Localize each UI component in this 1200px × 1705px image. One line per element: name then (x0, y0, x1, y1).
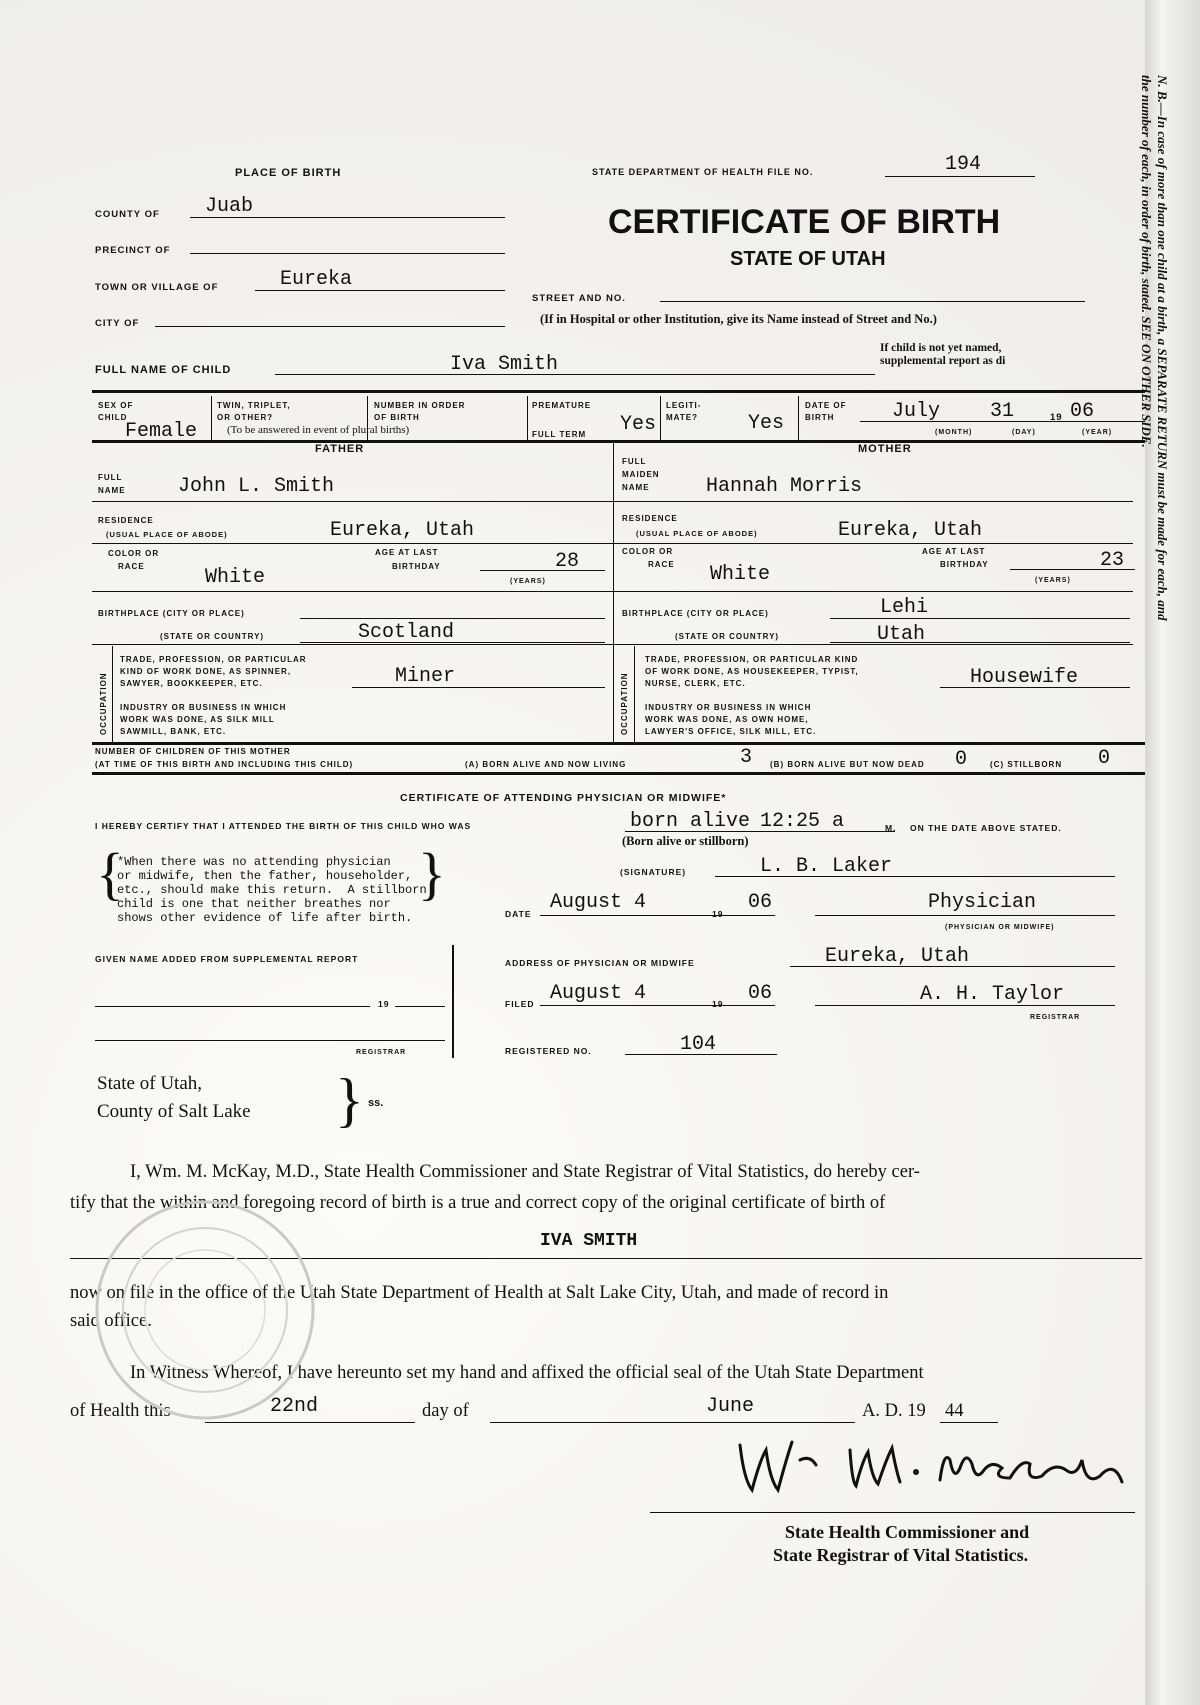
file-no-label: STATE DEPARTMENT OF HEALTH FILE NO. (592, 167, 814, 177)
children-b-value: 0 (955, 748, 968, 771)
father-trade-label (120, 654, 307, 690)
divider (527, 396, 528, 440)
supplemental-box-edge (452, 945, 454, 1058)
witness-day-of: day of (422, 1401, 469, 1421)
registered-line (625, 1054, 777, 1055)
father-age-line (480, 570, 605, 571)
father-age-value: 28 (555, 550, 580, 573)
mother-name-label-3: NAME (622, 483, 650, 492)
dob-month: July (892, 400, 941, 423)
mother-age-label-2: BIRTHDAY (940, 560, 989, 569)
divider (660, 396, 661, 440)
legit-label-2: MATE? (666, 413, 698, 422)
year-caption: (YEAR) (1082, 429, 1113, 436)
section-rule-children (92, 742, 1152, 745)
town-label: TOWN OR VILLAGE OF (95, 282, 219, 293)
mother-birthplace-rule (613, 644, 1133, 645)
mother-birthplace-label: BIRTHPLACE (CITY OR PLACE) (622, 609, 769, 618)
certificate-title: CERTIFICATE OF BIRTH (608, 203, 1001, 241)
physician-address-value: Eureka, Utah (825, 945, 970, 968)
father-name-label-1: FULL (98, 473, 123, 482)
mother-color-rule (613, 591, 1133, 592)
county-label: COUNTY OF (95, 209, 160, 220)
physician-signature-value: L. B. Laker (760, 855, 893, 878)
county-line (190, 217, 505, 218)
witness-ad: A. D. 19 (862, 1401, 926, 1421)
physician-born-line (625, 831, 895, 832)
physician-certify-label: I HEREBY CERTIFY THAT I ATTENDED THE BIRTH OF THIS CHILD WHO WAS (95, 821, 472, 831)
of-health-this: of Health this (70, 1401, 171, 1421)
mother-color-label-1: COLOR OR (622, 547, 674, 556)
mother-heading: MOTHER (858, 443, 912, 455)
mother-trade-line (940, 687, 1130, 688)
supplemental-label: GIVEN NAME ADDED FROM SUPPLEMENTAL REPORT (95, 954, 359, 964)
mother-name-label-1: FULL (622, 457, 647, 466)
father-residence-value: Eureka, Utah (330, 519, 475, 542)
children-b-label: (B) BORN ALIVE BUT NOW DEAD (770, 760, 925, 769)
file-paragraph-line-2: said office. (70, 1311, 152, 1331)
father-residence-rule (92, 543, 613, 544)
divider (211, 396, 212, 440)
father-birthplace-line (300, 618, 605, 619)
venue-ss: ss. (368, 1097, 384, 1109)
father-residence-label-1: RESIDENCE (98, 516, 154, 525)
born-caption: (Born alive or stillborn) (622, 834, 749, 848)
witness-month: June (706, 1395, 755, 1418)
child-name-label: FULL NAME OF CHILD (95, 364, 232, 376)
section-rule-parents (92, 440, 1152, 443)
father-age-label-2: BIRTHDAY (392, 562, 441, 571)
physician-footnote: *When there was no attending physician or midwife, then the father, householder, etc., should make this return. A stillborn child is one that neither breathes nor shows other evidence of life after birth. (117, 855, 427, 925)
certify-paragraph-line-2: tify that the within and foregoing record of birth is a true and correct copy of the original certificate of birth of (70, 1193, 886, 1213)
father-industry-label-1: INDUSTRY OR BUSINESS IN WHICH (120, 703, 287, 712)
father-residence-label-2: (USUAL PLACE OF ABODE) (106, 530, 228, 539)
state-subtitle: STATE OF UTAH (730, 248, 886, 270)
signature-line (715, 876, 1115, 877)
town-line (255, 290, 505, 291)
supplemental-line (95, 1006, 370, 1007)
mother-residence-rule (613, 543, 1133, 544)
mother-industry-label-2: WORK WAS DONE, AS OWN HOME, (645, 715, 809, 724)
mother-state-label: (STATE OR COUNTRY) (675, 632, 780, 641)
father-trade-value: Miner (395, 665, 456, 688)
father-occupation-label: OCCUPATION (99, 672, 108, 735)
venue-county: County of Salt Lake (97, 1101, 251, 1122)
father-birth-state: Scotland (358, 621, 455, 644)
registrar-line (815, 1005, 1115, 1006)
father-years-caption: (YEARS) (510, 578, 546, 585)
side-note-line-1: N. B.—In case of more than one child at a birth, a SEPARATE RETURN must be made for each, and (1155, 75, 1170, 621)
mother-industry-label-1: INDUSTRY OR BUSINESS IN WHICH (645, 703, 812, 712)
signature-label: (SIGNATURE) (620, 867, 687, 877)
premature-label: PREMATURE (532, 401, 592, 410)
town-value: Eureka (280, 268, 353, 291)
divider (798, 396, 799, 440)
sex-value: Female (125, 420, 198, 443)
father-industry-label-3: SAWMILL, BANK, ETC. (120, 727, 227, 736)
children-c-value: 0 (1098, 747, 1111, 770)
physician-title-line (815, 915, 1115, 916)
section-rule-physician (92, 772, 1152, 775)
venue-state: State of Utah, (97, 1073, 203, 1094)
father-birthplace-rule (92, 644, 613, 645)
physician-title-caption: (PHYSICIAN OR MIDWIFE) (945, 924, 1055, 931)
precinct-line (190, 253, 505, 254)
physician-heading: CERTIFICATE OF ATTENDING PHYSICIAN OR MIDWIFE* (400, 792, 727, 804)
mother-birth-city: Lehi (880, 596, 929, 619)
father-state-line (300, 642, 605, 643)
divider (634, 646, 635, 742)
commissioner-title-1: State Health Commissioner and (785, 1522, 1030, 1542)
dob-label-2: BIRTH (805, 413, 835, 422)
children-a-label: (A) BORN ALIVE AND NOW LIVING (465, 760, 627, 769)
physician-born-value: born alive (630, 810, 751, 833)
physician-date-value: August 4 (550, 891, 647, 914)
dob-year-prefix: 19 (1050, 412, 1063, 423)
venue-brace: } (335, 1067, 364, 1133)
note-right-brace: } (418, 841, 446, 906)
mother-occupation-label: OCCUPATION (620, 672, 629, 735)
filed-value: August 4 (550, 982, 647, 1005)
file-paragraph-line-1: now on file in the office of the Utah State Department of Health at Salt Lake City, Utah, and made of record in (70, 1283, 889, 1303)
father-trade-label-2: KIND OF WORK DONE, AS SPINNER, (120, 667, 292, 676)
filed-year: 06 (748, 982, 773, 1005)
mother-trade-label-3: NURSE, CLERK, ETC. (645, 679, 746, 688)
child-name-line (275, 374, 875, 375)
commissioner-signature (730, 1420, 1150, 1510)
father-trade-label-3: SAWYER, BOOKKEEPER, ETC. (120, 679, 263, 688)
physician-address-line (790, 966, 1115, 967)
supplemental-note (880, 342, 1005, 368)
mother-trade-label-1: TRADE, PROFESSION, OR PARTICULAR KIND (645, 655, 859, 664)
mother-industry-label (645, 702, 816, 738)
divider (367, 396, 368, 440)
father-name-rule (92, 501, 613, 502)
commissioner-title-2: State Registrar of Vital Statistics. (773, 1545, 1029, 1565)
father-name-label-2: NAME (98, 486, 126, 495)
mother-residence-label-1: RESIDENCE (622, 514, 678, 523)
registered-label: REGISTERED NO. (505, 1046, 592, 1056)
certified-child-name: IVA SMITH (540, 1231, 638, 1251)
registrar-caption: REGISTRAR (1030, 1014, 1081, 1021)
mother-age-value: 23 (1100, 549, 1125, 572)
father-heading: FATHER (315, 443, 365, 455)
supp-note-line-2: supplemental report as di (880, 355, 1006, 367)
supplemental-registrar-line (95, 1040, 445, 1041)
father-trade-line (352, 687, 605, 688)
mother-residence-value: Eureka, Utah (838, 519, 983, 542)
filed-line (540, 1005, 775, 1006)
mother-trade-label-2: OF WORK DONE, AS HOUSEKEEPER, TYPIST, (645, 667, 859, 676)
physician-time-value: 12:25 a (760, 810, 845, 833)
section-rule-top (92, 390, 1152, 393)
physician-m-suffix: M. (885, 823, 897, 833)
mother-residence-label-2: (USUAL PLACE OF ABODE) (636, 529, 758, 538)
children-label-1: NUMBER OF CHILDREN OF THIS MOTHER (95, 747, 291, 756)
month-caption: (MONTH) (935, 429, 973, 436)
mother-name-rule (613, 501, 1133, 502)
file-no-line (885, 176, 1035, 177)
mother-state-line (830, 642, 1130, 643)
mother-age-label-1: AGE AT LAST (922, 547, 986, 556)
witness-paragraph: In Witness Whereof, I have hereunto set my hand and affixed the official seal of the Utah State Department (130, 1363, 924, 1383)
father-birthplace-label: BIRTHPLACE (CITY OR PLACE) (98, 609, 245, 618)
children-a-value: 3 (740, 746, 753, 769)
twin-label-1: TWIN, TRIPLET, (217, 401, 291, 410)
place-of-birth-heading: PLACE OF BIRTH (235, 167, 342, 179)
city-label: CITY OF (95, 318, 140, 329)
physician-date-line (540, 915, 775, 916)
day-caption: (DAY) (1012, 429, 1036, 436)
twin-label-2: OR OTHER? (217, 413, 274, 422)
order-label-1: NUMBER IN ORDER (374, 401, 466, 410)
filed-year-prefix: 19 (712, 999, 724, 1009)
mother-industry-label-3: LAWYER'S OFFICE, SILK MILL, ETC. (645, 727, 817, 736)
witness-day: 22nd (270, 1395, 319, 1418)
children-c-label: (C) STILLBORN (990, 760, 1063, 769)
precinct-label: PRECINCT OF (95, 245, 171, 256)
sex-label-1: SEX OF (98, 401, 134, 410)
state-seal-emboss (90, 1195, 320, 1425)
physician-address-label: ADDRESS OF PHYSICIAN OR MIDWIFE (505, 958, 695, 968)
note-left-brace: { (96, 841, 124, 906)
certify-paragraph-line-1: I, Wm. M. McKay, M.D., State Health Commissioner and State Registrar of Vital Statistics, do hereby cer- (130, 1162, 920, 1182)
father-color-value: White (205, 566, 266, 589)
mother-trade-value: Housewife (970, 666, 1079, 689)
full-term-value: Yes (620, 413, 657, 436)
mother-birth-state: Utah (877, 623, 926, 646)
legitimate-value: Yes (748, 412, 785, 435)
physician-date-above: ON THE DATE ABOVE STATED. (910, 823, 1062, 833)
full-term-label: FULL TERM (532, 430, 587, 439)
legit-label-1: LEGITI- (666, 401, 702, 410)
father-trade-label-1: TRADE, PROFESSION, OR PARTICULAR (120, 655, 307, 664)
mother-age-line (1010, 569, 1135, 570)
mother-color-label-2: RACE (648, 560, 675, 569)
mother-name-value: Hannah Morris (706, 475, 863, 498)
mother-color-value: White (710, 563, 771, 586)
father-industry-label (120, 702, 286, 738)
county-value: Juab (205, 195, 254, 218)
supplemental-registrar-caption: REGISTRAR (356, 1049, 407, 1056)
father-color-rule (92, 591, 613, 592)
father-state-label: (STATE OR COUNTRY) (160, 632, 265, 641)
divider (112, 646, 113, 742)
plural-note: (To be answered in event of plural births) (227, 424, 410, 436)
registered-value: 104 (680, 1033, 717, 1056)
filed-label: FILED (505, 999, 535, 1009)
father-color-label-1: COLOR OR (108, 549, 160, 558)
supp-note-line-1: If child is not yet named, (880, 342, 1002, 354)
witness-year: 44 (945, 1401, 964, 1421)
mother-birthplace-line (830, 618, 1130, 619)
city-line (155, 326, 505, 327)
registrar-value: A. H. Taylor (920, 983, 1065, 1006)
hospital-note: (If in Hospital or other Institution, give its Name instead of Street and No.) (540, 312, 937, 326)
dob-label-1: DATE OF (805, 401, 847, 410)
street-line (660, 301, 1085, 302)
supplemental-year-line (395, 1006, 445, 1007)
sex-label-2: CHILD (98, 413, 128, 422)
mother-trade-label (645, 654, 859, 690)
physician-date-label: DATE (505, 909, 532, 919)
supplemental-year-prefix: 19 (378, 999, 390, 1009)
mother-years-caption: (YEARS) (1035, 577, 1071, 584)
street-label: STREET AND NO. (532, 293, 626, 304)
file-no-value: 194 (945, 153, 982, 176)
father-industry-label-2: WORK WAS DONE, AS SILK MILL (120, 715, 275, 724)
order-label-2: OF BIRTH (374, 413, 420, 422)
father-age-label-1: AGE AT LAST (375, 548, 439, 557)
side-note-line-2: the number of each, in order of birth, stated. SEE ON OTHER SIDE. (1139, 75, 1154, 448)
signature-rule (650, 1512, 1135, 1513)
mother-name-label-2: MAIDEN (622, 470, 660, 479)
father-color-label-2: RACE (118, 562, 145, 571)
physician-title-value: Physician (928, 891, 1037, 914)
child-name-value: Iva Smith (450, 353, 559, 376)
dob-day: 31 (990, 400, 1015, 423)
children-label-2: (AT TIME OF THIS BIRTH AND INCLUDING THIS CHILD) (95, 760, 354, 769)
physician-date-year: 06 (748, 891, 773, 914)
physician-date-year-prefix: 19 (712, 909, 724, 919)
dob-year: 06 (1070, 400, 1095, 423)
father-name-value: John L. Smith (178, 475, 335, 498)
side-note (1138, 75, 1170, 620)
dob-line (860, 421, 1145, 422)
